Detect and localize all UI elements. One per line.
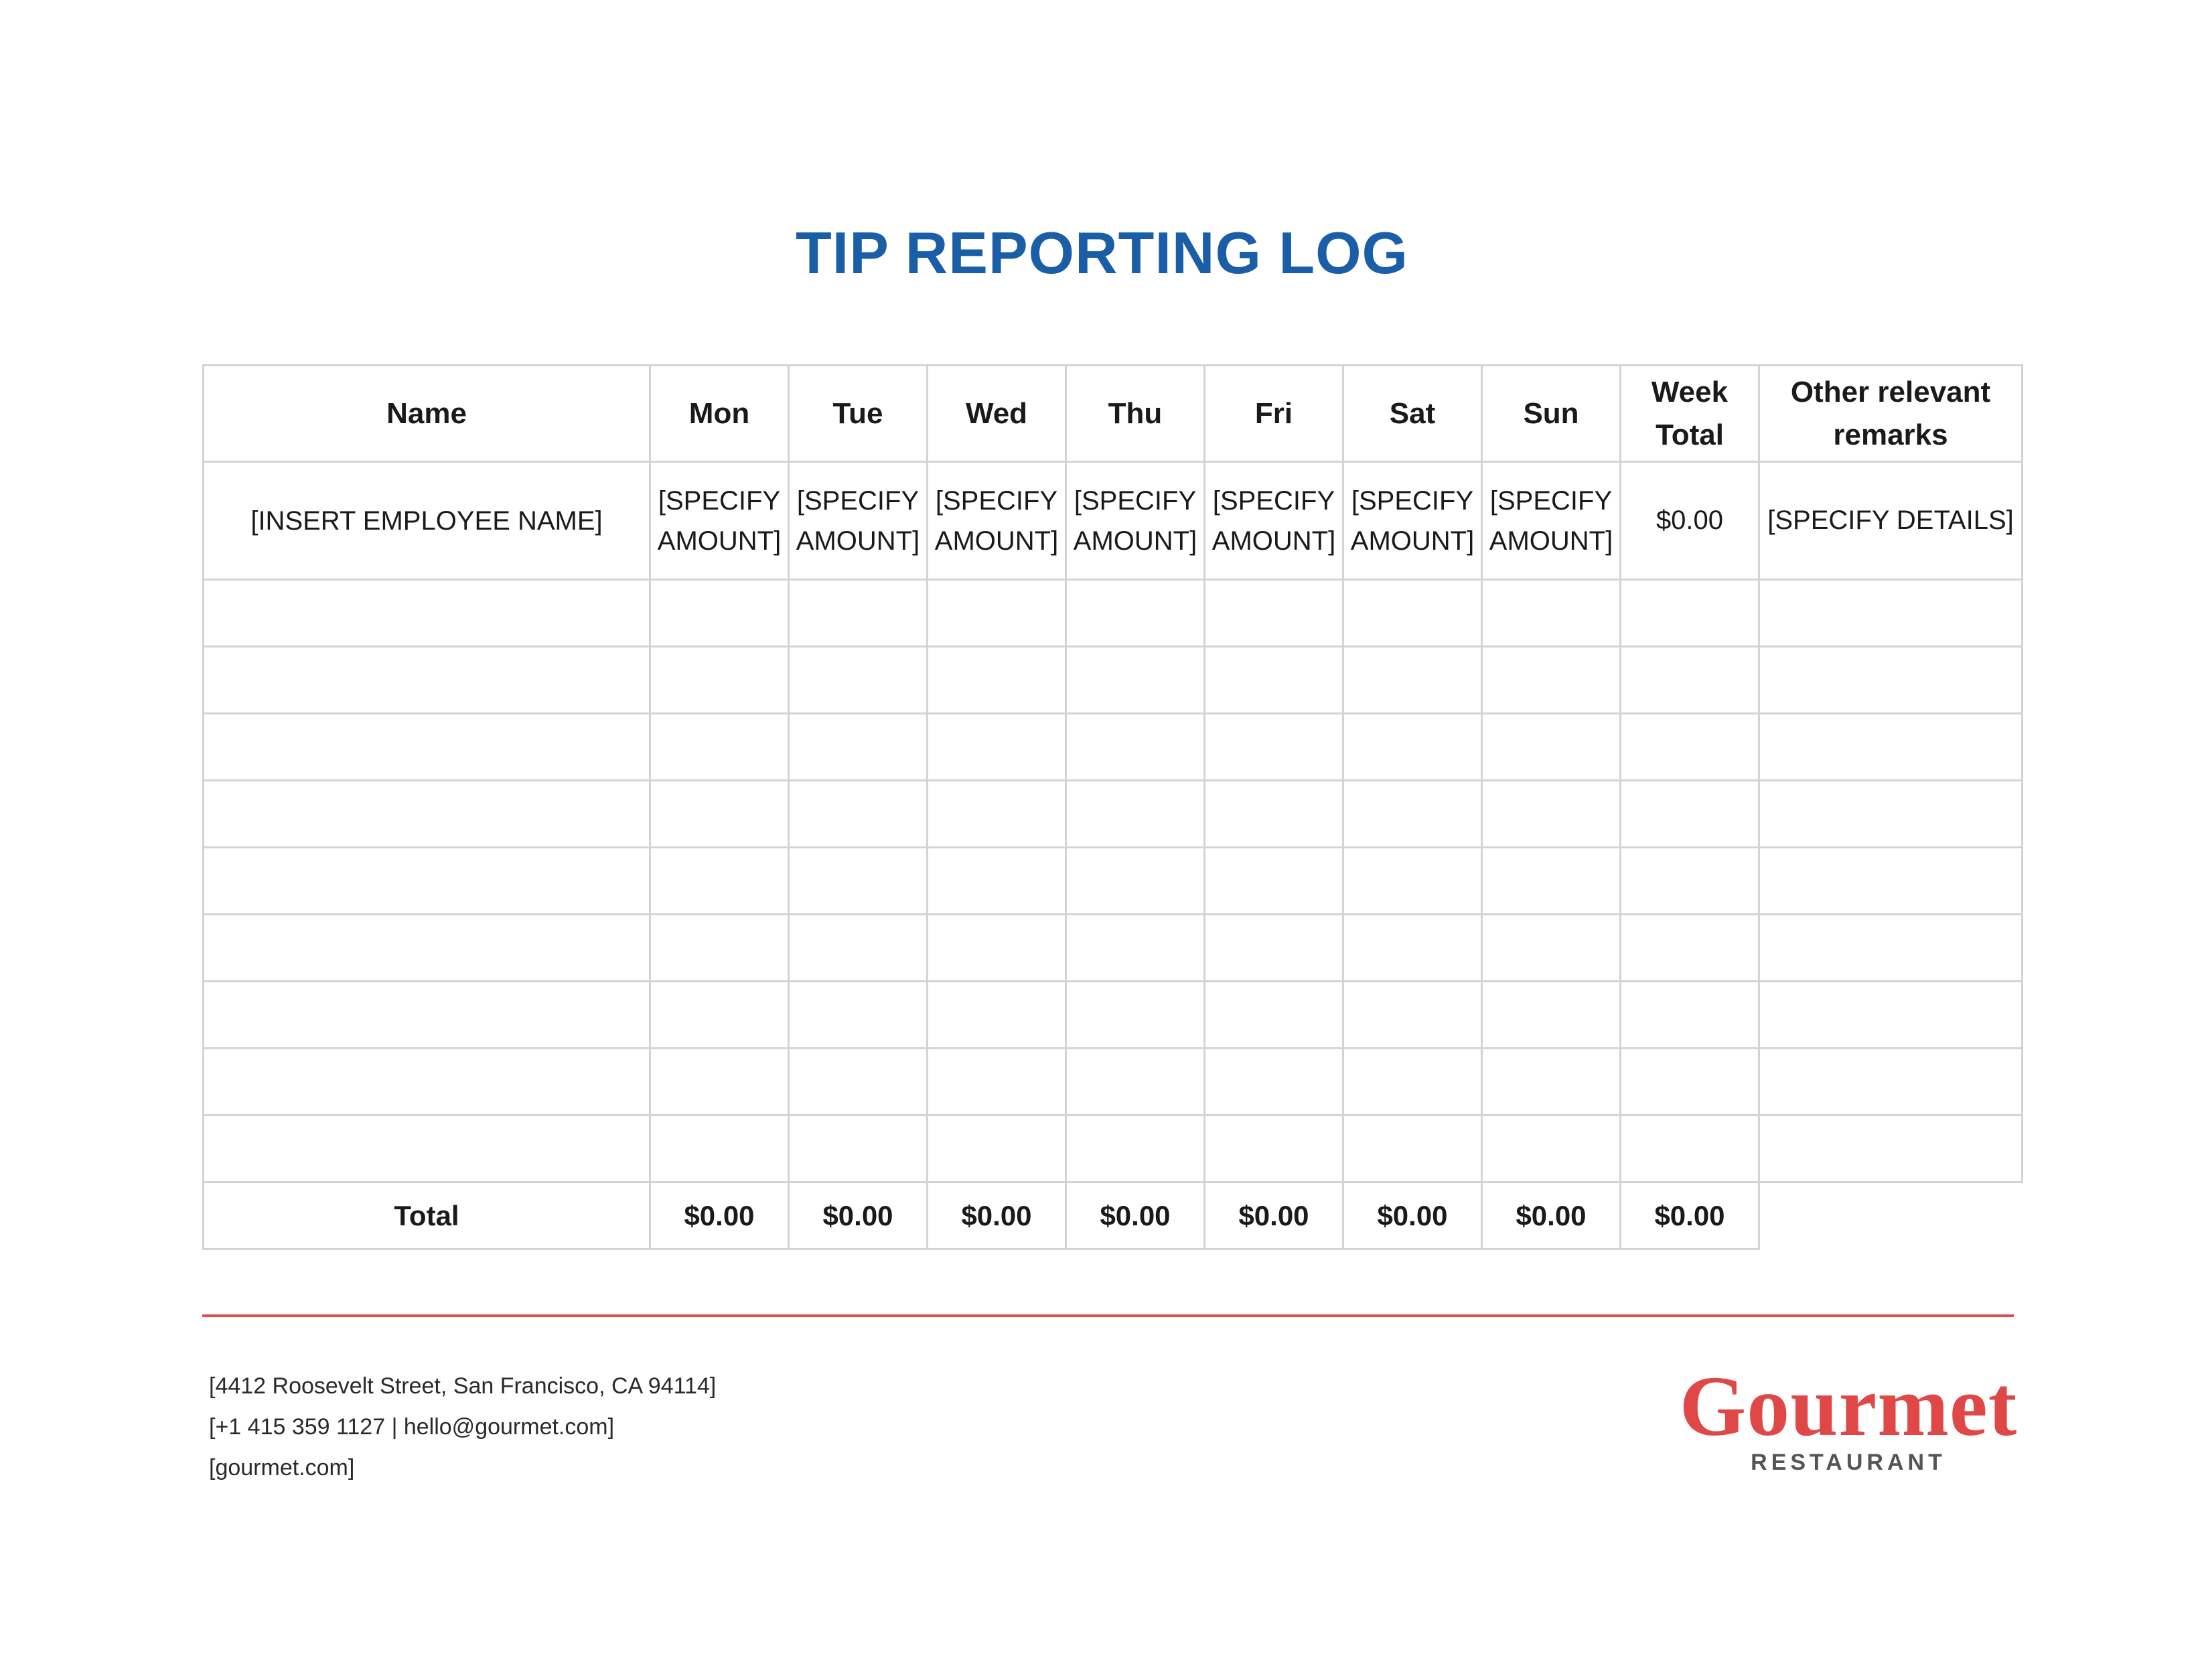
total-row — [204, 1182, 2023, 1249]
empty-fri-cell[interactable] — [1205, 1116, 1343, 1182]
empty-name-cell[interactable] — [204, 580, 650, 647]
empty-week-total-cell[interactable] — [1621, 1049, 1759, 1116]
empty-sat-cell[interactable] — [1343, 580, 1482, 647]
empty-fri-cell[interactable] — [1205, 647, 1343, 714]
empty-remarks-cell[interactable] — [1759, 781, 2023, 848]
tip-log-table — [202, 364, 2023, 1250]
empty-sun-cell[interactable] — [1482, 580, 1621, 647]
empty-week-total-cell[interactable] — [1621, 580, 1759, 647]
empty-thu-cell[interactable] — [1066, 848, 1205, 915]
footer-divider — [202, 1314, 2014, 1317]
footer-address: [4412 Roosevelt Street, San Francisco, CA 94114] — [209, 1373, 717, 1399]
empty-week-total-cell[interactable] — [1621, 714, 1759, 781]
tue-amount-cell[interactable]: [SPECIFY AMOUNT] — [789, 462, 928, 580]
empty-thu-cell[interactable] — [1066, 915, 1205, 982]
empty-name-cell[interactable] — [204, 982, 650, 1049]
empty-sun-cell[interactable] — [1482, 915, 1621, 982]
empty-thu-cell[interactable] — [1066, 714, 1205, 781]
empty-mon-cell[interactable] — [650, 580, 789, 647]
footer-contact — [209, 1366, 716, 1488]
empty-wed-cell[interactable] — [928, 1049, 1066, 1116]
empty-remarks-cell[interactable] — [1759, 982, 2023, 1049]
empty-sat-cell[interactable] — [1343, 781, 1482, 848]
empty-name-cell[interactable] — [204, 714, 650, 781]
empty-tue-cell[interactable] — [789, 714, 928, 781]
empty-fri-cell[interactable] — [1205, 714, 1343, 781]
header-week-total: Week Total — [1621, 366, 1759, 462]
header-sat: Sat — [1343, 366, 1482, 462]
empty-sat-cell[interactable] — [1343, 848, 1482, 915]
mon-amount-cell[interactable]: [SPECIFY AMOUNT] — [650, 462, 789, 580]
empty-mon-cell[interactable] — [650, 848, 789, 915]
header-sun: Sun — [1482, 366, 1621, 462]
empty-thu-cell[interactable] — [1066, 1116, 1205, 1182]
empty-mon-cell[interactable] — [650, 781, 789, 848]
empty-wed-cell[interactable] — [928, 714, 1066, 781]
empty-sat-cell[interactable] — [1343, 647, 1482, 714]
empty-thu-cell[interactable] — [1066, 1049, 1205, 1116]
empty-fri-cell[interactable] — [1205, 1049, 1343, 1116]
total-week: $0.00 — [1621, 1182, 1759, 1249]
total-remarks-empty — [1759, 1182, 2023, 1249]
empty-tue-cell[interactable] — [789, 781, 928, 848]
empty-mon-cell[interactable] — [650, 982, 789, 1049]
empty-wed-cell[interactable] — [928, 1116, 1066, 1182]
fri-amount-cell[interactable]: [SPECIFY AMOUNT] — [1205, 462, 1343, 580]
table-row — [204, 647, 2023, 714]
empty-wed-cell[interactable] — [928, 848, 1066, 915]
brand-logo — [1674, 1359, 2023, 1476]
empty-tue-cell[interactable] — [789, 647, 928, 714]
empty-sun-cell[interactable] — [1482, 1116, 1621, 1182]
empty-wed-cell[interactable] — [928, 982, 1066, 1049]
blank-rows — [204, 580, 2023, 1182]
empty-thu-cell[interactable] — [1066, 982, 1205, 1049]
week-total-cell: $0.00 — [1621, 462, 1759, 580]
empty-sat-cell[interactable] — [1343, 1116, 1482, 1182]
empty-name-cell[interactable] — [204, 848, 650, 915]
remarks-cell[interactable]: [SPECIFY DETAILS] — [1759, 462, 2023, 580]
total-fri: $0.00 — [1205, 1182, 1343, 1249]
empty-sun-cell[interactable] — [1482, 714, 1621, 781]
empty-wed-cell[interactable] — [928, 580, 1066, 647]
empty-week-total-cell[interactable] — [1621, 915, 1759, 982]
empty-wed-cell[interactable] — [928, 647, 1066, 714]
empty-name-cell[interactable] — [204, 915, 650, 982]
header-remarks: Other relevant remarks — [1759, 366, 2023, 462]
empty-name-cell[interactable] — [204, 781, 650, 848]
empty-mon-cell[interactable] — [650, 647, 789, 714]
empty-week-total-cell[interactable] — [1621, 647, 1759, 714]
brand-subtitle: RESTAURANT — [1751, 1450, 1946, 1475]
empty-fri-cell[interactable] — [1205, 580, 1343, 647]
empty-mon-cell[interactable] — [650, 1049, 789, 1116]
empty-sun-cell[interactable] — [1482, 1049, 1621, 1116]
empty-week-total-cell[interactable] — [1621, 1116, 1759, 1182]
empty-week-total-cell[interactable] — [1621, 982, 1759, 1049]
header-name: Name — [204, 366, 650, 462]
empty-sun-cell[interactable] — [1482, 848, 1621, 915]
empty-mon-cell[interactable] — [650, 1116, 789, 1182]
empty-tue-cell[interactable] — [789, 1049, 928, 1116]
header-mon: Mon — [650, 366, 789, 462]
page-title: TIP REPORTING LOG — [795, 220, 1408, 286]
table-row — [204, 714, 2023, 781]
total-tue: $0.00 — [789, 1182, 928, 1249]
total-thu: $0.00 — [1066, 1182, 1205, 1249]
sun-amount-cell[interactable]: [SPECIFY AMOUNT] — [1482, 462, 1621, 580]
empty-sun-cell[interactable] — [1482, 647, 1621, 714]
table-row — [204, 982, 2023, 1049]
empty-fri-cell[interactable] — [1205, 781, 1343, 848]
empty-week-total-cell[interactable] — [1621, 781, 1759, 848]
header-thu: Thu — [1066, 366, 1205, 462]
empty-tue-cell[interactable] — [789, 982, 928, 1049]
empty-thu-cell[interactable] — [1066, 580, 1205, 647]
footer-phone-email: [+1 415 359 1127 | hello@gourmet.com] — [209, 1414, 615, 1440]
empty-mon-cell[interactable] — [650, 714, 789, 781]
empty-remarks-cell[interactable] — [1759, 580, 2023, 647]
total-label: Total — [204, 1182, 650, 1249]
empty-thu-cell[interactable] — [1066, 781, 1205, 848]
header-fri: Fri — [1205, 366, 1343, 462]
empty-sun-cell[interactable] — [1482, 781, 1621, 848]
footer-website: [gourmet.com] — [209, 1455, 355, 1480]
table-row — [204, 580, 2023, 647]
empty-wed-cell[interactable] — [928, 915, 1066, 982]
total-sat: $0.00 — [1343, 1182, 1482, 1249]
employee-name-cell[interactable]: [INSERT EMPLOYEE NAME] — [204, 462, 650, 580]
table-row — [204, 1049, 2023, 1116]
empty-name-cell[interactable] — [204, 1049, 650, 1116]
empty-tue-cell[interactable] — [789, 1116, 928, 1182]
table-row — [204, 781, 2023, 848]
empty-remarks-cell[interactable] — [1759, 915, 2023, 982]
empty-remarks-cell[interactable] — [1759, 647, 2023, 714]
empty-tue-cell[interactable] — [789, 848, 928, 915]
empty-fri-cell[interactable] — [1205, 982, 1343, 1049]
empty-tue-cell[interactable] — [789, 915, 928, 982]
header-row — [204, 366, 2023, 462]
table-row — [204, 1116, 2023, 1182]
empty-wed-cell[interactable] — [928, 781, 1066, 848]
wed-amount-cell[interactable]: [SPECIFY AMOUNT] — [928, 462, 1066, 580]
total-wed: $0.00 — [928, 1182, 1066, 1249]
empty-sat-cell[interactable] — [1343, 982, 1482, 1049]
thu-amount-cell[interactable]: [SPECIFY AMOUNT] — [1066, 462, 1205, 580]
header-tue: Tue — [789, 366, 928, 462]
empty-week-total-cell[interactable] — [1621, 848, 1759, 915]
empty-fri-cell[interactable] — [1205, 848, 1343, 915]
total-sun: $0.00 — [1482, 1182, 1621, 1249]
brand-name: Gourmet — [1679, 1359, 2018, 1454]
empty-mon-cell[interactable] — [650, 915, 789, 982]
empty-remarks-cell[interactable] — [1759, 848, 2023, 915]
table-row — [204, 915, 2023, 982]
empty-name-cell[interactable] — [204, 647, 650, 714]
empty-remarks-cell[interactable] — [1759, 1116, 2023, 1182]
empty-fri-cell[interactable] — [1205, 915, 1343, 982]
header-wed: Wed — [928, 366, 1066, 462]
empty-thu-cell[interactable] — [1066, 647, 1205, 714]
empty-sat-cell[interactable] — [1343, 1049, 1482, 1116]
empty-sat-cell[interactable] — [1343, 714, 1482, 781]
table-row — [204, 462, 2023, 580]
empty-tue-cell[interactable] — [789, 580, 928, 647]
empty-remarks-cell[interactable] — [1759, 714, 2023, 781]
empty-sat-cell[interactable] — [1343, 915, 1482, 982]
sat-amount-cell[interactable]: [SPECIFY AMOUNT] — [1343, 462, 1482, 580]
total-mon: $0.00 — [650, 1182, 789, 1249]
empty-remarks-cell[interactable] — [1759, 1049, 2023, 1116]
empty-name-cell[interactable] — [204, 1116, 650, 1182]
empty-sun-cell[interactable] — [1482, 982, 1621, 1049]
table-row — [204, 848, 2023, 915]
